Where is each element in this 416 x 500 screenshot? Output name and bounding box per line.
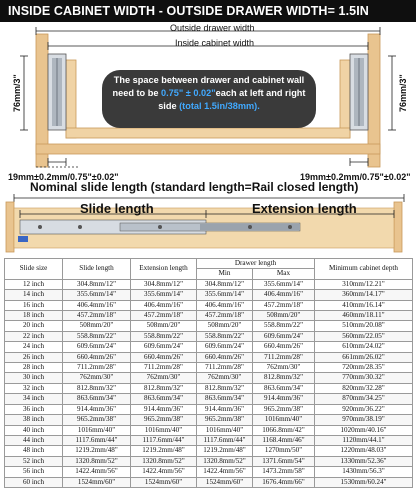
callout-text: side [158, 101, 180, 111]
slide-length-cell: 304.8mm/12" [63, 279, 131, 289]
spacing-callout [102, 70, 316, 128]
right-height-dimension [388, 56, 396, 130]
cabinet-depth-cell: 661mm/26.02" [315, 352, 413, 362]
callout-text: need to be [112, 88, 161, 98]
drawer-min-cell: 406.4mm/16" [197, 300, 253, 310]
drawer-min-cell: 1320.8mm/52" [197, 456, 253, 466]
slide-size-cell: 18 inch [5, 311, 63, 321]
slide-size-cell: 40 inch [5, 425, 63, 435]
cabinet-depth-cell: 720mm/28.35" [315, 363, 413, 373]
cabinet-depth-cell: 610mm/24.02" [315, 342, 413, 352]
table-row [5, 477, 413, 487]
slide-size-cell: 38 inch [5, 415, 63, 425]
header-min: Min [197, 269, 253, 279]
cabinet-depth-cell: 1120mm/44.1" [315, 435, 413, 445]
slide-length-cell: 355.6mm/14" [63, 290, 131, 300]
extension-length-cell: 609.6mm/24" [131, 342, 197, 352]
callout-text: each at left and right [215, 88, 306, 98]
drawer-min-cell: 457.2mm/18" [197, 311, 253, 321]
callout-line-1: The space between drawer and cabinet wall [113, 75, 305, 85]
drawer-min-cell: 1117.6mm/44" [197, 435, 253, 445]
cabinet-depth-cell: 560mm/22.05" [315, 331, 413, 341]
slide-length-cell: 1016mm/40" [63, 425, 131, 435]
extension-length-cell: 1524mm/60" [131, 477, 197, 487]
cabinet-depth-cell: 820mm/32.28" [315, 383, 413, 393]
drawer-min-cell: 558.8mm/22" [197, 331, 253, 341]
table-row [5, 373, 413, 383]
slide-size-cell: 44 inch [5, 435, 63, 445]
table-row [5, 363, 413, 373]
cabinet-depth-cell: 1330mm/52.36" [315, 456, 413, 466]
extension-length-cell: 508mm/20" [131, 321, 197, 331]
drawer-min-cell: 355.6mm/14" [197, 290, 253, 300]
extension-length-cell: 304.8mm/12" [131, 279, 197, 289]
table-row [5, 467, 413, 477]
table-row [5, 311, 413, 321]
drawer-max-cell: 965.2mm/38" [253, 404, 315, 414]
slide-length-cell: 457.2mm/18" [63, 311, 131, 321]
table-row [5, 300, 413, 310]
slide-size-cell: 28 inch [5, 363, 63, 373]
right-gap-label: 19mm±0.2mm/0.75"±0.02" [300, 172, 411, 182]
cabinet-width-diagram [0, 22, 416, 190]
callout-line-3 [102, 100, 316, 113]
extension-length-cell: 1016mm/40" [131, 425, 197, 435]
drawer-max-cell: 1676.4mm/66" [253, 477, 315, 487]
drawer-max-cell: 762mm/30" [253, 363, 315, 373]
drawer-bottom [66, 128, 350, 138]
cabinet-depth-cell: 870mm/34.25" [315, 394, 413, 404]
left-gap-label: 19mm±0.2mm/0.75"±0.02" [8, 172, 119, 182]
slide-size-cell: 26 inch [5, 352, 63, 362]
table-body [5, 279, 413, 487]
slide-size-cell: 48 inch [5, 446, 63, 456]
extension-length-cell: 355.6mm/14" [131, 290, 197, 300]
drawer-max-cell: 1066.8mm/42" [253, 425, 315, 435]
slide-length-cell: 812.8mm/32" [63, 383, 131, 393]
table-row [5, 435, 413, 445]
slide-length-cell: 1117.6mm/44" [63, 435, 131, 445]
drawer-max-cell: 558.8mm/22" [253, 321, 315, 331]
cabinet-depth-cell: 510mm/20.08" [315, 321, 413, 331]
drawer-min-cell: 1016mm/40" [197, 425, 253, 435]
extension-length-cell: 558.8mm/22" [131, 331, 197, 341]
drawer-max-cell: 457.2mm/18" [253, 300, 315, 310]
slide-size-cell: 30 inch [5, 373, 63, 383]
cabinet-depth-cell: 360mm/14.17" [315, 290, 413, 300]
slide-length-cell: 609.6mm/24" [63, 342, 131, 352]
header-extension-length: Extension length [131, 259, 197, 280]
nominal-length-label: Nominal slide length (standard length=Rail closed length) [30, 180, 359, 194]
drawer-min-cell: 508mm/20" [197, 321, 253, 331]
drawer-max-cell: 914.4mm/36" [253, 394, 315, 404]
drawer-min-cell: 965.2mm/38" [197, 415, 253, 425]
slide-size-cell: 16 inch [5, 300, 63, 310]
drawer-max-cell: 660.4mm/26" [253, 342, 315, 352]
table-row [5, 279, 413, 289]
slide-length-cell: 965.2mm/38" [63, 415, 131, 425]
slide-length-cell: 406.4mm/16" [63, 300, 131, 310]
table-row [5, 352, 413, 362]
callout-line-2 [102, 87, 316, 100]
cabinet-depth-cell: 1220mm/48.03" [315, 446, 413, 456]
extension-length-cell: 660.4mm/26" [131, 352, 197, 362]
left-height-label: 76mm/3" [12, 74, 22, 112]
extension-length-cell: 863.6mm/34" [131, 394, 197, 404]
slide-length-cell: 914.4mm/36" [63, 404, 131, 414]
slide-length-cell: 1320.8mm/52" [63, 456, 131, 466]
drawer-min-cell: 1524mm/60" [197, 477, 253, 487]
slide-length-cell: 762mm/30" [63, 373, 131, 383]
drawer-min-cell: 1219.2mm/48" [197, 446, 253, 456]
cabinet-front-wall [394, 202, 402, 252]
slide-spec-table [4, 258, 413, 488]
extension-length-cell: 914.4mm/36" [131, 404, 197, 414]
drawer-min-cell: 914.4mm/36" [197, 404, 253, 414]
extension-length-cell: 812.8mm/32" [131, 383, 197, 393]
cabinet-depth-cell: 410mm/16.14" [315, 300, 413, 310]
slide-length-label: Slide length [80, 201, 154, 216]
drawer-max-cell: 711.2mm/28" [253, 352, 315, 362]
drawer-max-cell: 508mm/20" [253, 311, 315, 321]
drawer-min-cell: 863.6mm/34" [197, 394, 253, 404]
drawer-max-cell: 863.6mm/34" [253, 383, 315, 393]
cabinet-depth-cell: 920mm/36.22" [315, 404, 413, 414]
table-row [5, 456, 413, 466]
slide-size-cell: 36 inch [5, 404, 63, 414]
right-height-label: 76mm/3" [398, 74, 408, 112]
extension-length-cell: 1422.4mm/56" [131, 467, 197, 477]
slide-length-cell: 1524mm/60" [63, 477, 131, 487]
extension-length-cell: 1219.2mm/48" [131, 446, 197, 456]
drawer-left-side [66, 60, 76, 138]
drawer-max-cell: 1270mm/50" [253, 446, 315, 456]
extension-length-cell: 965.2mm/38" [131, 415, 197, 425]
drawer-min-cell: 304.8mm/12" [197, 279, 253, 289]
drawer-min-cell: 1422.4mm/56" [197, 467, 253, 477]
drawer-min-cell: 609.6mm/24" [197, 342, 253, 352]
drawer-right-side [340, 60, 350, 138]
slide-size-cell: 52 inch [5, 456, 63, 466]
slide-length-cell: 508mm/20" [63, 321, 131, 331]
drawer-max-cell: 1016mm/40" [253, 415, 315, 425]
table-row [5, 404, 413, 414]
slide-length-cell: 1219.2mm/48" [63, 446, 131, 456]
drawer-min-cell: 812.8mm/32" [197, 383, 253, 393]
header-min-cabinet-depth: Minimum cabinet depth [315, 259, 413, 280]
table-row [5, 383, 413, 393]
outside-drawer-label: Outside drawer width [170, 23, 255, 33]
table-row [5, 446, 413, 456]
drawer-min-cell: 711.2mm/28" [197, 363, 253, 373]
drawer-max-cell: 812.8mm/32" [253, 373, 315, 383]
cabinet-depth-cell: 310mm/12.21" [315, 279, 413, 289]
callout-highlight: 0.75" ± 0.02" [161, 88, 216, 98]
drawer-max-cell: 609.6mm/24" [253, 331, 315, 341]
slide-length-cell: 660.4mm/26" [63, 352, 131, 362]
header-drawer-length: Drawer length [197, 259, 315, 269]
slide-size-cell: 20 inch [5, 321, 63, 331]
right-gap-dimension [350, 158, 368, 166]
table-row [5, 394, 413, 404]
inside-cabinet-label: Inside cabinet width [175, 38, 255, 48]
table-row [5, 415, 413, 425]
extension-length-cell: 711.2mm/28" [131, 363, 197, 373]
slide-length-cell: 711.2mm/28" [63, 363, 131, 373]
drawer-max-cell: 355.6mm/14" [253, 279, 315, 289]
slide-length-cell: 558.8mm/22" [63, 331, 131, 341]
cabinet-shelf [36, 144, 380, 154]
cabinet-depth-cell: 460mm/18.11" [315, 311, 413, 321]
table-row [5, 290, 413, 300]
table-header [5, 259, 413, 280]
extension-length-cell: 762mm/30" [131, 373, 197, 383]
extension-length-cell: 457.2mm/18" [131, 311, 197, 321]
slide-size-cell: 34 inch [5, 394, 63, 404]
header-slide-length: Slide length [63, 259, 131, 280]
slide-size-cell: 60 inch [5, 477, 63, 487]
extension-length-label: Extension length [252, 201, 357, 216]
slide-size-cell: 24 inch [5, 342, 63, 352]
slide-size-cell: 12 inch [5, 279, 63, 289]
cabinet-back-wall [6, 202, 14, 252]
slide-size-cell: 14 inch [5, 290, 63, 300]
drawer-max-cell: 1168.4mm/46" [253, 435, 315, 445]
drawer-max-cell: 406.4mm/16" [253, 290, 315, 300]
table-row [5, 321, 413, 331]
table-row [5, 342, 413, 352]
slide-length-diagram [0, 180, 416, 256]
header-max: Max [253, 269, 315, 279]
slide-length-cell: 1422.4mm/56" [63, 467, 131, 477]
cabinet-depth-cell: 970mm/38.19" [315, 415, 413, 425]
table-row [5, 425, 413, 435]
callout-highlight: (total 1.5in/38mm). [179, 101, 260, 111]
drawer-max-cell: 1371.6mm/54" [253, 456, 315, 466]
cabinet-depth-cell: 1530mm/60.24" [315, 477, 413, 487]
drawer-min-cell: 762mm/30" [197, 373, 253, 383]
right-slide [350, 54, 368, 130]
left-slide [48, 54, 66, 130]
slide-size-cell: 22 inch [5, 331, 63, 341]
drawer-min-cell: 660.4mm/26" [197, 352, 253, 362]
extension-length-cell: 1117.6mm/44" [131, 435, 197, 445]
extension-length-cell: 1320.8mm/52" [131, 456, 197, 466]
header-slide-size: Slide size [5, 259, 63, 280]
extension-length-cell: 406.4mm/16" [131, 300, 197, 310]
cabinet-depth-cell: 1020mm/40.16" [315, 425, 413, 435]
table-row [5, 331, 413, 341]
header-banner: INSIDE CABINET WIDTH - OUTSIDE DRAWER WIDTH= 1.5IN [0, 0, 416, 22]
slide-size-cell: 32 inch [5, 383, 63, 393]
cabinet-depth-cell: 770mm/30.32" [315, 373, 413, 383]
drawer-max-cell: 1473.2mm/58" [253, 467, 315, 477]
cabinet-depth-cell: 1430mm/56.3" [315, 467, 413, 477]
slide-length-cell: 863.6mm/34" [63, 394, 131, 404]
slide-size-cell: 56 inch [5, 467, 63, 477]
